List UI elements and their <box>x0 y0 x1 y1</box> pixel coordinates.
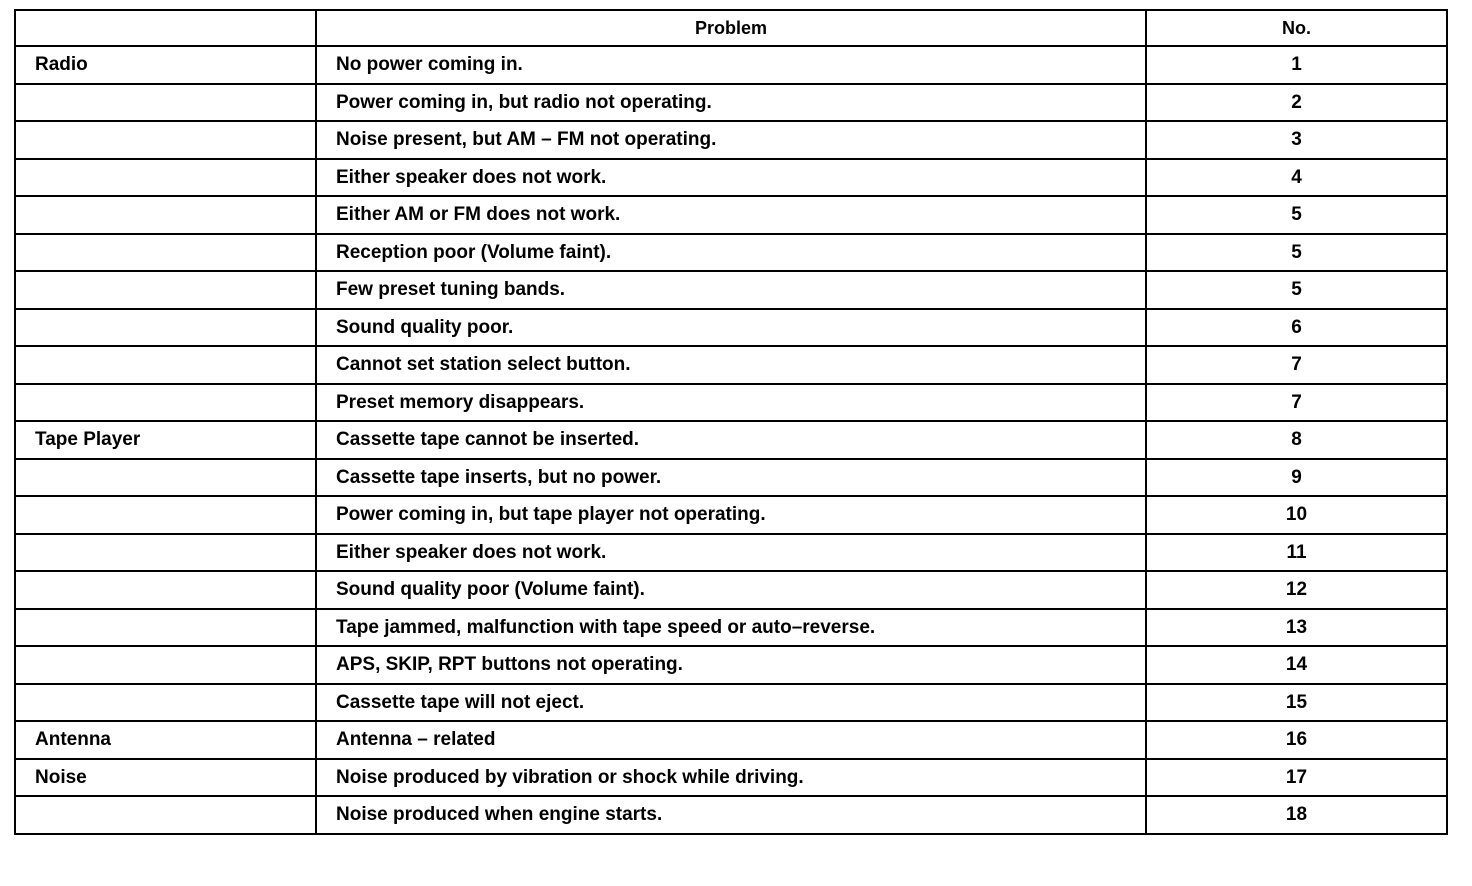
category-cell: Antenna <box>15 721 316 759</box>
number-cell: 15 <box>1146 684 1447 722</box>
problem-cell: Cassette tape inserts, but no power. <box>316 459 1146 497</box>
problem-cell: Antenna – related <box>316 721 1146 759</box>
header-row <box>15 10 1447 46</box>
category-cell <box>15 271 316 309</box>
table-row <box>15 234 1447 272</box>
table-row <box>15 534 1447 572</box>
table-row <box>15 646 1447 684</box>
problem-cell: Noise produced when engine starts. <box>316 796 1146 834</box>
troubleshooting-table <box>14 9 1448 835</box>
number-cell: 17 <box>1146 759 1447 797</box>
table-row <box>15 684 1447 722</box>
table-row <box>15 609 1447 647</box>
category-cell: Tape Player <box>15 421 316 459</box>
number-cell: 1 <box>1146 46 1447 84</box>
table-row <box>15 421 1447 459</box>
category-cell <box>15 646 316 684</box>
category-cell <box>15 496 316 534</box>
number-cell: 2 <box>1146 84 1447 122</box>
number-cell: 5 <box>1146 196 1447 234</box>
problem-cell: Tape jammed, malfunction with tape speed or auto–reverse. <box>316 609 1146 647</box>
category-cell: Noise <box>15 759 316 797</box>
category-cell <box>15 309 316 347</box>
number-cell: 14 <box>1146 646 1447 684</box>
problem-cell: Either speaker does not work. <box>316 534 1146 572</box>
category-cell <box>15 121 316 159</box>
problem-cell: Few preset tuning bands. <box>316 271 1146 309</box>
number-cell: 8 <box>1146 421 1447 459</box>
table-row <box>15 796 1447 834</box>
category-cell <box>15 346 316 384</box>
problem-cell: Power coming in, but radio not operating. <box>316 84 1146 122</box>
problem-cell: Reception poor (Volume faint). <box>316 234 1146 272</box>
header-category <box>15 10 316 46</box>
number-cell: 12 <box>1146 571 1447 609</box>
problem-cell: Sound quality poor (Volume faint). <box>316 571 1146 609</box>
category-cell <box>15 609 316 647</box>
number-cell: 7 <box>1146 346 1447 384</box>
problem-cell: APS, SKIP, RPT buttons not operating. <box>316 646 1146 684</box>
problem-cell: Noise present, but AM – FM not operating. <box>316 121 1146 159</box>
number-cell: 13 <box>1146 609 1447 647</box>
number-cell: 18 <box>1146 796 1447 834</box>
header-problem: Problem <box>316 10 1146 46</box>
category-cell <box>15 196 316 234</box>
problem-cell: Either speaker does not work. <box>316 159 1146 197</box>
category-cell <box>15 234 316 272</box>
number-cell: 4 <box>1146 159 1447 197</box>
category-cell: Radio <box>15 46 316 84</box>
table-row <box>15 496 1447 534</box>
table-row <box>15 346 1447 384</box>
number-cell: 5 <box>1146 234 1447 272</box>
problem-cell: Noise produced by vibration or shock while driving. <box>316 759 1146 797</box>
table-row <box>15 721 1447 759</box>
number-cell: 11 <box>1146 534 1447 572</box>
table-header <box>15 10 1447 46</box>
number-cell: 5 <box>1146 271 1447 309</box>
problem-cell: Cassette tape will not eject. <box>316 684 1146 722</box>
category-cell <box>15 84 316 122</box>
number-cell: 3 <box>1146 121 1447 159</box>
problem-cell: Sound quality poor. <box>316 309 1146 347</box>
category-cell <box>15 684 316 722</box>
table-body <box>15 46 1447 834</box>
table-row <box>15 196 1447 234</box>
table-row <box>15 121 1447 159</box>
table-row <box>15 459 1447 497</box>
number-cell: 10 <box>1146 496 1447 534</box>
problem-cell: Cannot set station select button. <box>316 346 1146 384</box>
category-cell <box>15 384 316 422</box>
table-row <box>15 159 1447 197</box>
category-cell <box>15 796 316 834</box>
category-cell <box>15 159 316 197</box>
number-cell: 16 <box>1146 721 1447 759</box>
table-row <box>15 759 1447 797</box>
table-row <box>15 271 1447 309</box>
header-number: No. <box>1146 10 1447 46</box>
problem-cell: Power coming in, but tape player not operating. <box>316 496 1146 534</box>
category-cell <box>15 571 316 609</box>
problem-cell: No power coming in. <box>316 46 1146 84</box>
table-row <box>15 309 1447 347</box>
table-row <box>15 84 1447 122</box>
problem-cell: Preset memory disappears. <box>316 384 1146 422</box>
category-cell <box>15 459 316 497</box>
table-row <box>15 571 1447 609</box>
table-row <box>15 384 1447 422</box>
category-cell <box>15 534 316 572</box>
number-cell: 9 <box>1146 459 1447 497</box>
table-row <box>15 46 1447 84</box>
problem-cell: Cassette tape cannot be inserted. <box>316 421 1146 459</box>
problem-cell: Either AM or FM does not work. <box>316 196 1146 234</box>
number-cell: 6 <box>1146 309 1447 347</box>
number-cell: 7 <box>1146 384 1447 422</box>
